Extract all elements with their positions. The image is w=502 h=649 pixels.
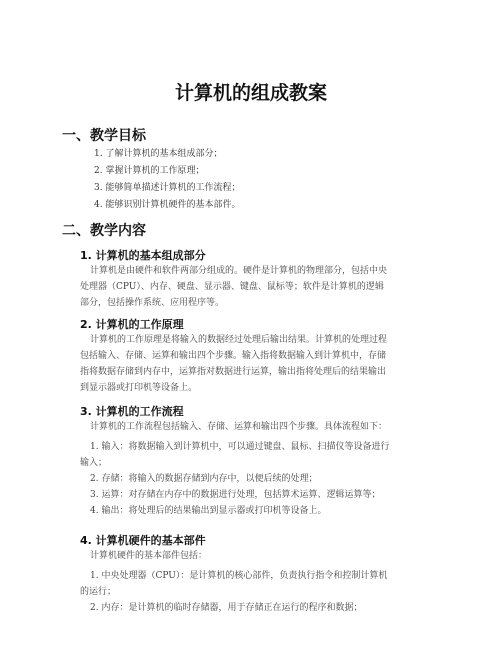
paragraph-line: 计算机是由硬件和软件两部分组成的。硬件是计算机的物理部分，包括中央 <box>90 266 388 276</box>
workflow-step: 1. 输入：将数据输入到计算机中，可以通过键盘、鼠标、扫描仪等设备进行 <box>90 442 390 452</box>
objective-item: 3. 能够简单描述计算机的工作流程； <box>94 183 241 193</box>
subheading-workflow: 3. 计算机的工作流程 <box>80 405 184 418</box>
paragraph-line: 计算机的工作流程包括输入、存储、运算和输出四个步骤。具体流程如下： <box>90 422 388 432</box>
objective-item: 4. 能够识别计算机硬件的基本部件。 <box>94 200 241 210</box>
workflow-step: 3. 运算：对存储在内存中的数据进行处理，包括算术运算、逻辑运算等； <box>90 490 381 500</box>
subheading-components: 1. 计算机的基本组成部分 <box>80 249 206 262</box>
subheading-hardware: 4. 计算机硬件的基本部件 <box>80 534 206 547</box>
paragraph-principle <box>80 332 430 396</box>
workflow-step: 4. 输出：将处理后的结果输出到显示器或打印机等设备上。 <box>90 506 327 516</box>
hardware-part: 1. 中央处理器（CPU）：是计算机的核心部件，负责执行指令和控制计算机 <box>90 571 388 581</box>
section-heading-objectives: 一、教学目标 <box>62 128 146 144</box>
paragraph-line: 部分，包括操作系统、应用程序等。 <box>80 298 225 308</box>
paragraph-line: 处理器（CPU）、内存、硬盘、显示器、键盘、鼠标等；软件是计算机的逻辑 <box>80 282 384 292</box>
workflow-step-cont: 输入； <box>80 458 108 468</box>
paragraph-components <box>80 263 430 311</box>
paragraph-line: 计算机硬件的基本部件包括： <box>90 551 208 561</box>
paragraph-line: 计算机的工作原理是将输入的数据经过处理后输出结果。计算机的处理过程 <box>90 335 388 345</box>
section-heading-content: 二、教学内容 <box>62 223 146 239</box>
workflow-step: 2. 存储：将输入的数据存储到内存中，以便后续的处理； <box>90 474 318 484</box>
objective-item: 2. 掌握计算机的工作原理； <box>94 166 205 176</box>
hardware-part: 2. 内存：是计算机的临时存储器，用于存储正在运行的程序和数据； <box>90 603 363 613</box>
objective-item: 1. 了解计算机的基本组成部分； <box>94 149 223 159</box>
document-title: 计算机的组成教案 <box>174 82 327 104</box>
hardware-part-cont: 的运行； <box>80 587 117 597</box>
paragraph-line: 包括输入、存储、运算和输出四个步骤。输入指将数据输入到计算机中，存储 <box>80 351 387 361</box>
paragraph-hardware <box>80 548 430 616</box>
paragraph-line: 到显示器或打印机等设备上。 <box>80 383 198 393</box>
paragraph-workflow <box>80 419 430 519</box>
subheading-principle: 2. 计算机的工作原理 <box>80 318 184 331</box>
paragraph-line: 指将数据存储到内存中，运算指对数据进行运算，输出指将处理后的结果输出 <box>80 367 387 377</box>
